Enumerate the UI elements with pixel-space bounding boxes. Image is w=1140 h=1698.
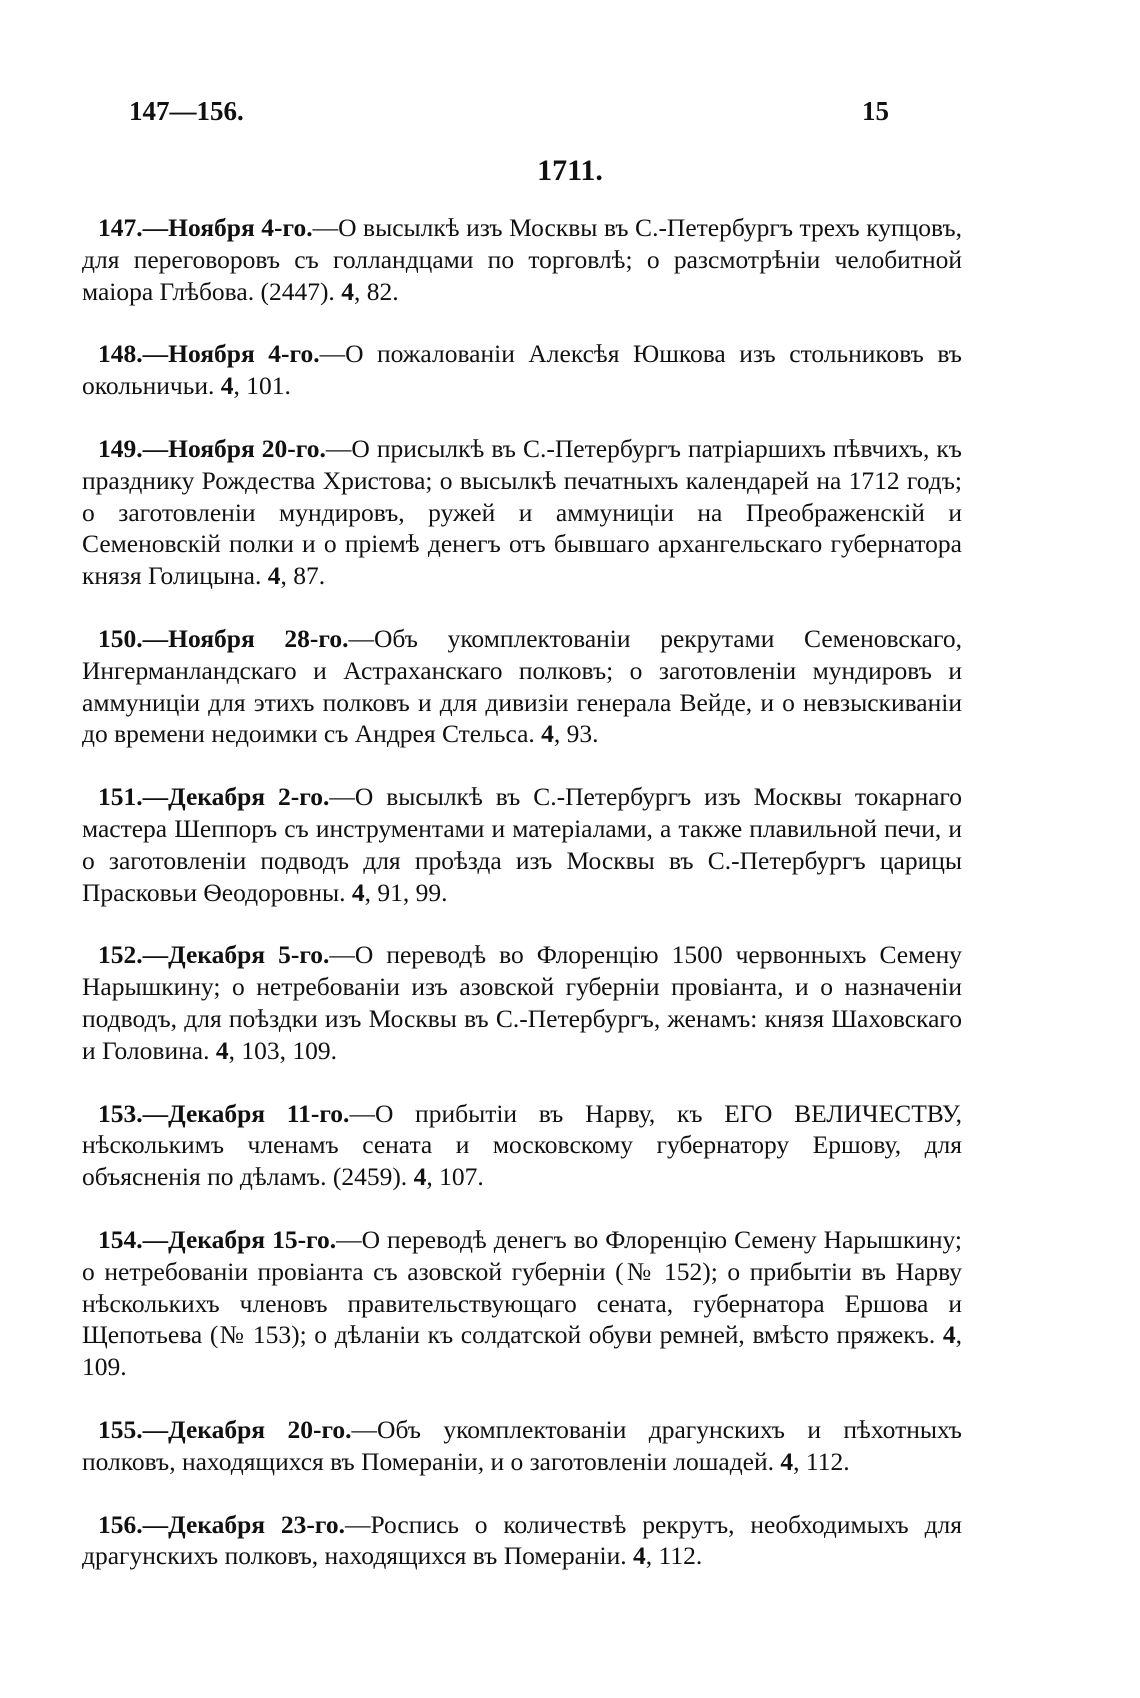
entry-number: 154.	[98, 1224, 143, 1254]
entry-volume: 4	[215, 1035, 229, 1065]
entry-number: 150.	[98, 623, 143, 653]
entry-number: 151.	[98, 782, 143, 812]
entry-156	[82, 1509, 962, 1573]
entry-text: —Роспись о количествѣ рекрутъ, необходимыхъ для драгунскихъ полковъ, находящихся въ Помераніи.	[82, 1509, 962, 1571]
entry-list	[82, 212, 962, 1603]
entry-pages: , 91, 99.	[364, 877, 448, 907]
entry-date: —Декабря 23-го.	[142, 1509, 345, 1539]
entry-text: —Объ укомплектованіи рекрутами Семеновскаго, Ингерманландскаго и Астраханскаго полковъ; о заготовленіи мундировъ и аммуниціи для этихъ полковъ и для дивизіи генерала Вейде, и о невзыскиваніи до времени недоимки съ Андрея Стельса.	[82, 623, 963, 749]
entry-volume: 4	[220, 371, 234, 401]
entry-pages: , 101.	[233, 371, 291, 401]
entry-pages: , 112.	[645, 1541, 703, 1571]
entry-number: 156.	[98, 1509, 143, 1539]
entry-pages: , 109.	[82, 1320, 962, 1382]
entry-text: —О присылкѣ въ С.-Петербургъ патріаршихъ пѣвчихъ, къ празднику Рождества Христова; о высылкѣ печатныхъ календарей на 1712 годъ; о заготовленіи мундировъ, ружей и аммуниціи на Преображенскій и Семеновскій полки и о пріемѣ денегъ отъ бывшаго архангельскаго губернатора князя Голицына.	[82, 433, 962, 591]
entry-text: —О высылкѣ въ С.-Петербургъ изъ Москвы токарнаго мастера Шеппоръ съ инструментами и матеріалами, а также плавильной печи, и о заготовленіи подводъ для проѣзда изъ Москвы въ С.-Петербургъ царицы Прасковьи Ѳеодоровны.	[82, 782, 962, 907]
entry-text: —Объ укомплектованіи драгунскихъ и пѣхотныхъ полковъ, находящихся въ Помераніи, и о заготовленіи лошадей.	[82, 1414, 962, 1476]
entry-text: —О прибытіи въ Нарву, къ ЕГО ВЕЛИЧЕСТВУ, нѣсколькимъ членамъ сената и московскому губернатору Ершову, для объясненія по дѣламъ. (2459).	[82, 1098, 962, 1192]
entry-date: —Декабря 5-го.	[142, 940, 330, 970]
entry-number: 152.	[98, 940, 143, 970]
entry-number: 149.	[98, 433, 143, 463]
entry-volume: 4	[341, 276, 354, 306]
entry-text: —О переводѣ денегъ во Флоренцію Семену Нарышкину; о нетребованіи провіанта съ азовской губерніи (№ 152); о прибытіи въ Нарву нѣсколькихъ членовъ правительствующаго сената, губернатора Ершова и Щепотьева (№ 153); о дѣланіи къ солдатской обуви ремней, вмѣсто пряжекъ.	[82, 1224, 962, 1350]
entry-date: —Ноября 20-го.	[142, 433, 326, 463]
entry-date: —Декабря 2-го.	[142, 782, 330, 812]
entry-152	[82, 939, 962, 1066]
entry-volume: 4	[267, 561, 281, 591]
entry-pages: , 93.	[553, 719, 599, 749]
entry-number: 147.	[98, 213, 143, 242]
entry-volume: 4	[633, 1541, 646, 1571]
entry-number: 153.	[98, 1098, 143, 1128]
entry-number: 155.	[98, 1414, 143, 1444]
entry-150	[82, 623, 962, 750]
entry-number: 148.	[98, 339, 143, 369]
entry-pages: , 87.	[280, 561, 326, 591]
entry-volume: 4	[942, 1320, 956, 1350]
entry-pages: , 107.	[426, 1162, 484, 1192]
entry-volume: 4	[351, 877, 365, 907]
entry-153	[82, 1098, 962, 1193]
section-year-heading: 1711.	[537, 154, 603, 187]
running-head-range: 147—156.	[129, 96, 244, 126]
entry-text: —О пожалованіи Алексѣя Юшкова изъ стольниковъ въ окольничьи.	[82, 339, 962, 401]
entry-volume: 4	[413, 1162, 427, 1192]
entry-148	[82, 338, 962, 402]
entry-volume: 4	[541, 719, 554, 749]
entry-147	[82, 212, 962, 307]
entry-volume: 4	[780, 1446, 794, 1476]
entry-154	[82, 1224, 962, 1383]
entry-pages: , 112.	[793, 1446, 850, 1476]
entry-date: —Декабря 11-го.	[142, 1098, 350, 1128]
entry-text: —О переводѣ во Флоренцію 1500 червонныхъ Семену Нарышкину; о нетребованіи изъ азовской губерніи провіанта, и о назначеніи подводъ, для поѣздки изъ Москвы въ С.-Петербургъ, женамъ: князя Шаховскаго и Головина.	[82, 940, 962, 1065]
entry-date: —Ноября 4-го.	[142, 213, 313, 242]
entry-155	[82, 1414, 962, 1478]
entry-date: —Декабря 20-го.	[142, 1414, 352, 1444]
entry-pages: , 82.	[353, 276, 399, 306]
entry-date: —Ноября 28-го.	[142, 623, 349, 653]
entry-151	[82, 781, 962, 908]
entry-149	[82, 433, 962, 592]
entry-date: —Декабря 15-го.	[142, 1224, 337, 1254]
entry-pages: , 103, 109.	[228, 1035, 337, 1065]
entry-text: —О высылкѣ изъ Москвы въ С.-Петербургъ трехъ купцовъ, для переговоровъ съ голландцами по торговлѣ; о разсмотрѣніи челобитной маіора Глѣбова. (2447).	[82, 213, 963, 306]
page-number: 15	[862, 96, 889, 126]
entry-date: —Ноября 4-го.	[142, 339, 320, 369]
